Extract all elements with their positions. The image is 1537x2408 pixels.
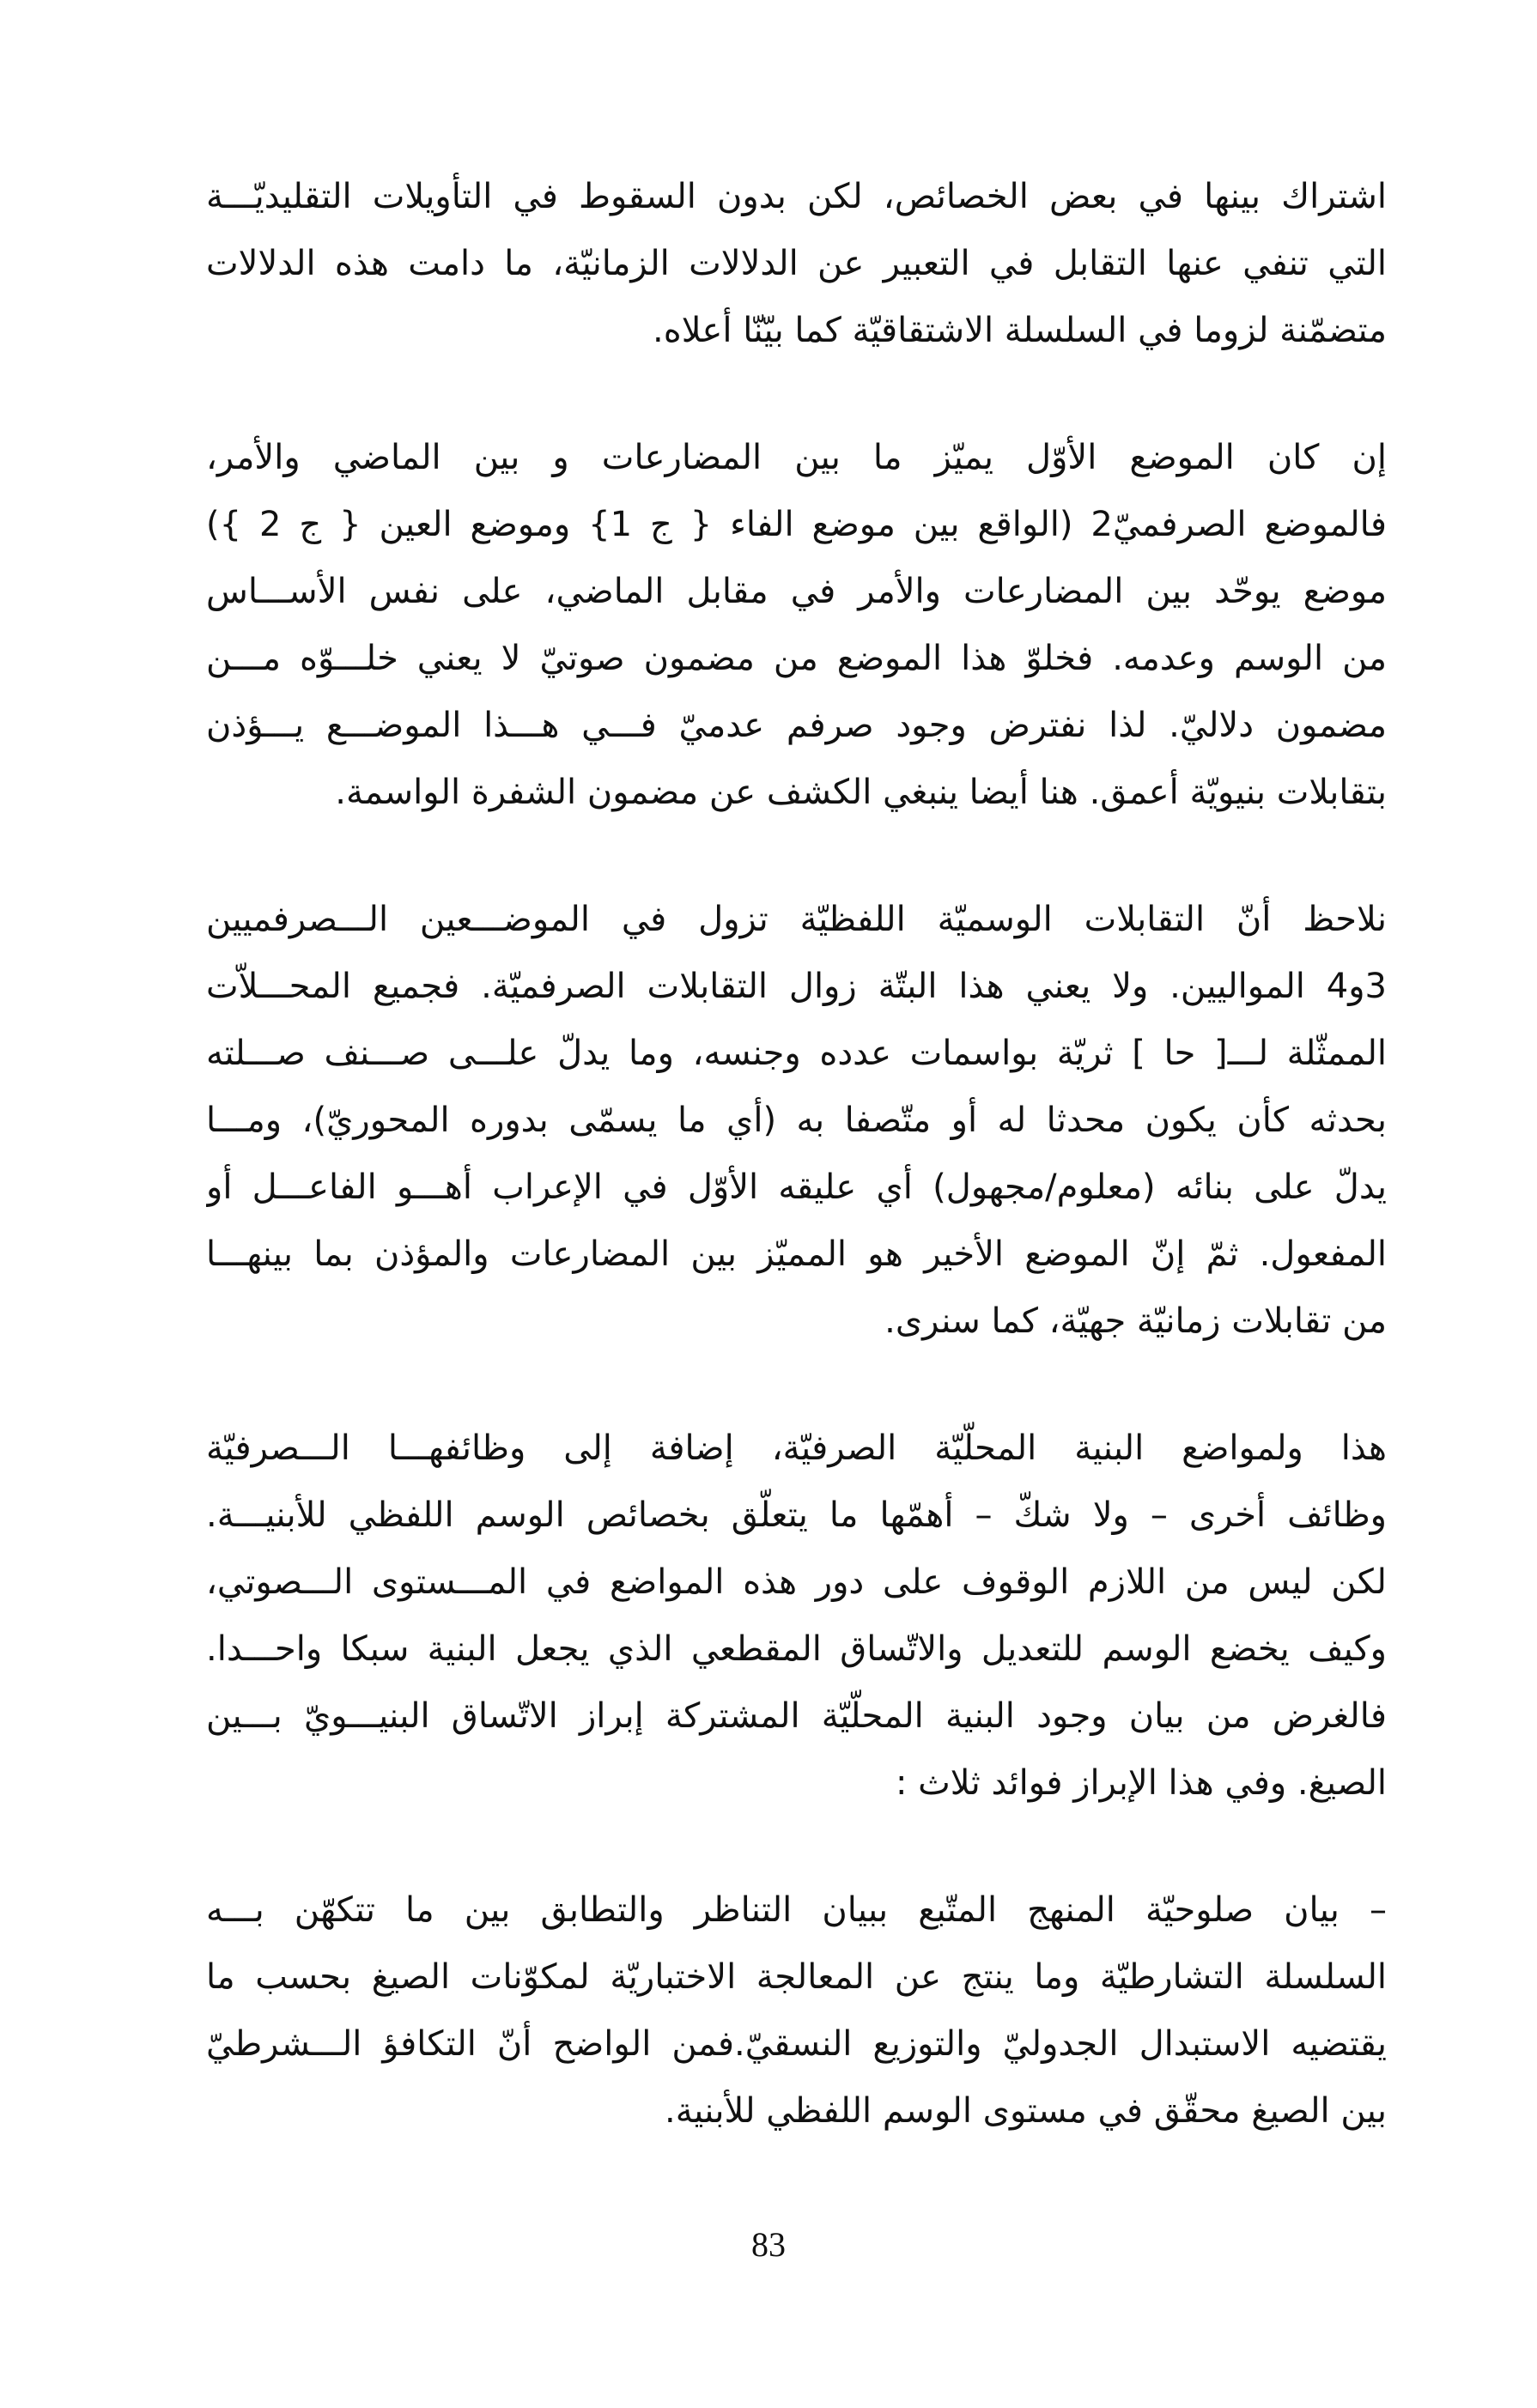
text-line: الصيغ. وفي هذا الإبراز فوائد ثلاث : <box>895 1763 1387 1803</box>
text-line: متضمّنة لزوما في السلسلة الاشتقاقيّة كما بيّنّا أعلاه. <box>653 311 1387 350</box>
text-line: إن كان الموضع الأوّل يميّز ما بين المضارعات و بين الماضي والأمر، <box>206 438 1387 477</box>
text-line: فالغرض من بيان وجود البنية المحلّيّة المشتركة إبراز الاتّساق البنيـــويّ بـــين <box>206 1696 1387 1736</box>
text-line: وظائف أخرى – ولا شكّ – أهمّها ما يتعلّق بخصائص الوسم اللفظي للأبنيـــة. <box>206 1495 1387 1535</box>
text-line: بتقابلات بنيويّة أعمق. هنا أيضا ينبغي الكشف عن مضمون الشفرة الواسمة. <box>335 773 1387 812</box>
text-line: يقتضيه الاستبدال الجدوليّ والتوزيع النسقيّ.فمن الواضح أنّ التكافؤ الـــشرطيّ <box>206 2024 1387 2064</box>
text-line: بين الصيغ محقّق في مستوى الوسم اللفظي للأبنية. <box>665 2091 1387 2131</box>
page-number: 83 <box>751 2225 786 2264</box>
text-line: نلاحظ أنّ التقابلات الوسميّة اللفظيّة تزول في الموضـــعين الـــصرفميين <box>206 900 1387 939</box>
text-line: وكيف يخضع الوسم للتعديل والاتّساق المقطعي الذي يجعل البنية سبكا واحـــدا. <box>206 1629 1387 1669</box>
text-line: يدلّ على بنائه (معلوم/مجهول) أي عليقه الأوّل في الإعراب أهـــو الفاعـــل أو <box>206 1168 1387 1207</box>
paragraph <box>206 424 1387 826</box>
paragraph <box>206 163 1387 364</box>
paragraph <box>206 886 1387 1355</box>
text-line: من الوسم وعدمه. فخلوّ هذا الموضع من مضمون صوتيّ لا يعني خلـــوّه مـــن <box>206 639 1387 678</box>
text-line: اشتراك بينها في بعض الخصائص، لكن بدون السقوط في التأويلات التقليديّـــة <box>206 177 1387 216</box>
text-line: من تقابلات زمانيّة جهيّة، كما سنرى. <box>884 1301 1387 1341</box>
text-line: – بيان صلوحيّة المنهج المتّبع ببيان التناظر والتطابق بين ما تتكهّن بـــه <box>206 1890 1387 1930</box>
text-line: بحدثه كأن يكون محدثا له أو متّصفا به (أي ما يسمّى بدوره المحوريّ)، ومـــا <box>206 1101 1387 1140</box>
text-line: موضع يوحّد بين المضارعات والأمر في مقابل الماضي، على نفس الأســـاس <box>206 572 1387 611</box>
text-line: 3و4 المواليين. ولا يعني هذا البتّة زوال التقابلات الصرفميّة. فجميع المحـــلاّت <box>206 967 1387 1006</box>
text-line: الممثّلة لـــ[ حا ] ثريّة بواسمات عدده وجنسه، وما يدلّ علـــى صـــنف صـــلته <box>206 1034 1387 1073</box>
text-line: السلسلة التشارطيّة وما ينتج عن المعالجة الاختباريّة لمكوّنات الصيغ بحسب ما <box>206 1957 1387 1997</box>
text-line: مضمون دلاليّ. لذا نفترض وجود صرفم عدميّ فـــي هـــذا الموضـــع يـــؤذن <box>206 706 1387 745</box>
text-line: التي تنفي عنها التقابل في التعبير عن الدلالات الزمانيّة، ما دامت هذه الدلالات <box>206 244 1387 283</box>
text-line: فالموضع الصرفميّ2 (الواقع بين موضع الفاء { ج 1} وموضع العين { ج 2 }) <box>206 505 1387 544</box>
paragraph <box>206 1415 1387 1817</box>
text-line: المفعول. ثمّ إنّ الموضع الأخير هو المميّز بين المضارعات والمؤذن بما بينهـــا <box>206 1234 1387 1274</box>
text-line: لكن ليس من اللازم الوقوف على دور هذه المواضع في المـــستوى الـــصوتي، <box>206 1562 1387 1602</box>
paragraph <box>206 1877 1387 2144</box>
text-line: هذا ولمواضع البنية المحلّيّة الصرفيّة، إضافة إلى وظائفهـــا الـــصرفيّة <box>206 1428 1387 1468</box>
body-text <box>206 163 1387 2205</box>
